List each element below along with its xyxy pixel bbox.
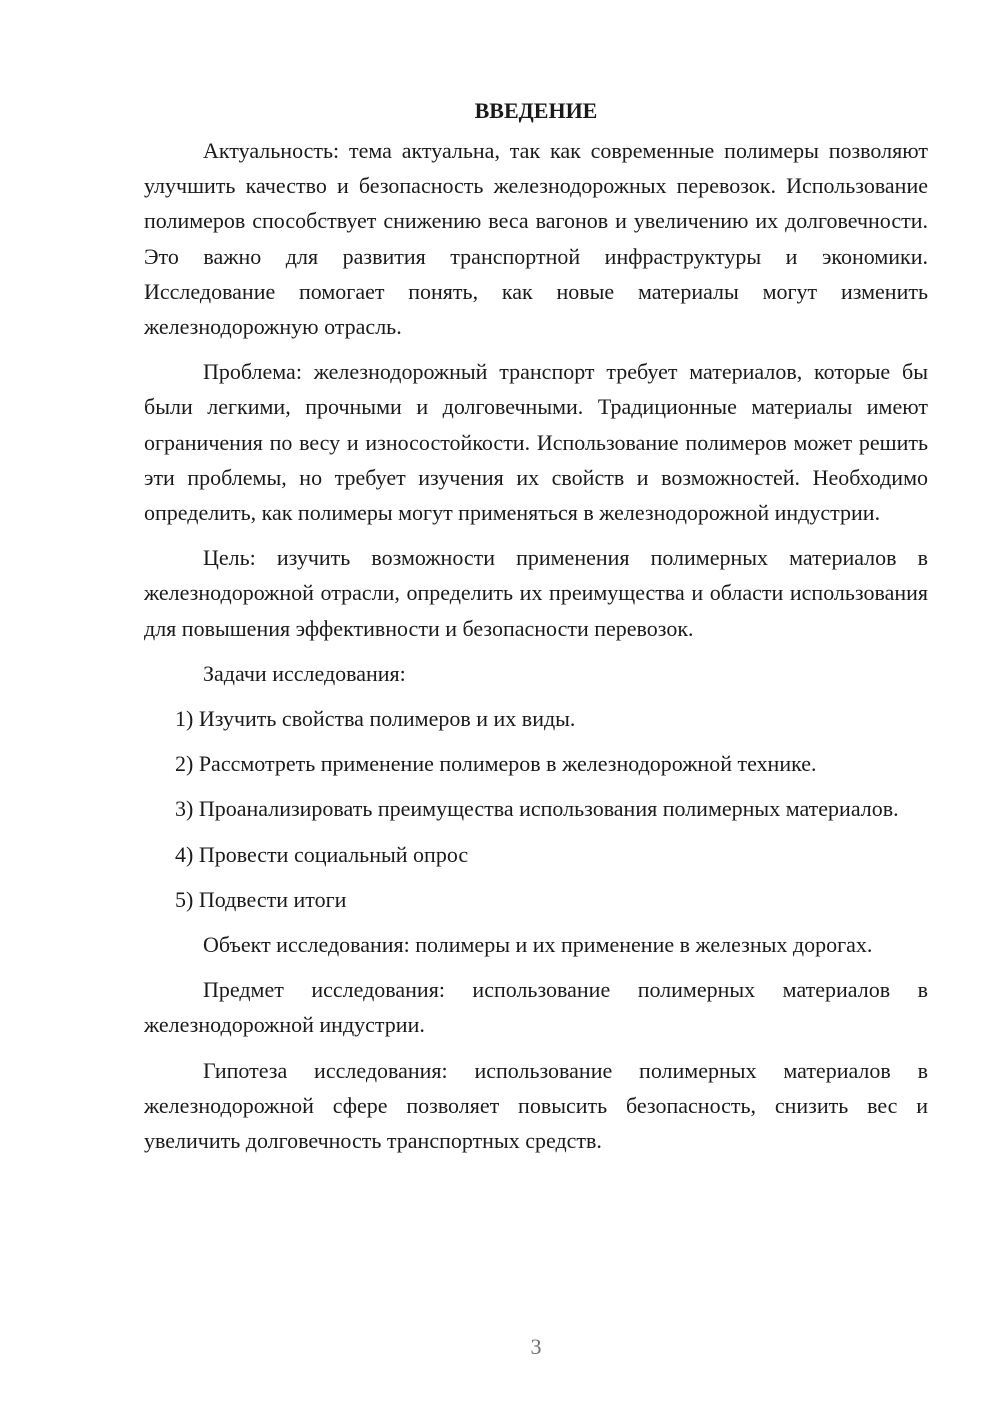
document-page <box>144 94 928 1158</box>
paragraph-goal: Цель: изучить возможности применения полимерных материалов в железнодорожной отрасли, определить их преимущества и области использования для повышения эффективности и безопасности перевозок. <box>144 545 928 641</box>
tasks-list <box>144 701 928 917</box>
list-item: 4) Провести социальный опрос <box>175 841 469 867</box>
list-item: 2) Рассмотреть применение полимеров в железнодорожной технике. <box>175 751 817 777</box>
list-item: 3) Проанализировать преимущества использования полимерных материалов. <box>175 796 899 822</box>
list-item: 5) Подвести итоги <box>175 886 347 912</box>
paragraph-problem: Проблема: железнодорожный транспорт требует материалов, которые бы были легкими, прочными и долговечными. Традиционные материалы имеют ограничения по весу и износостойкости. Использование полимеров может решить эти проблемы, но требует изучения их свойств и возможностей. Необходимо определить, как полимеры могут применяться в железнодорожной индустрии. <box>144 359 928 526</box>
tasks-heading: Задачи исследования: <box>203 660 406 686</box>
paragraph-subject: Предмет исследования: использование полимерных материалов в железнодорожной индустрии. <box>144 977 928 1038</box>
page-title: ВВЕДЕНИЕ <box>474 98 598 123</box>
list-item: 1) Изучить свойства полимеров и их виды. <box>175 706 576 732</box>
paragraph-hypothesis: Гипотеза исследования: использование полимерных материалов в железнодорожной сфере позволяет повысить безопасность, снизить вес и увеличить долговечность транспортных средств. <box>144 1057 928 1154</box>
page-number: 3 <box>530 1334 542 1359</box>
paragraph-relevance: Актуальность: тема актуальна, так как современные полимеры позволяют улучшить качество и безопасность железнодорожных перевозок. Использование полимеров способствует снижению веса вагонов и увеличению их долговечности. Это важно для развития транспортной инфраструктуры и экономики. Исследование помогает понять, как новые материалы могут изменить железнодорожную отрасль. <box>144 138 928 340</box>
paragraph-object: Объект исследования: полимеры и их применение в железных дорогах. <box>203 932 873 958</box>
